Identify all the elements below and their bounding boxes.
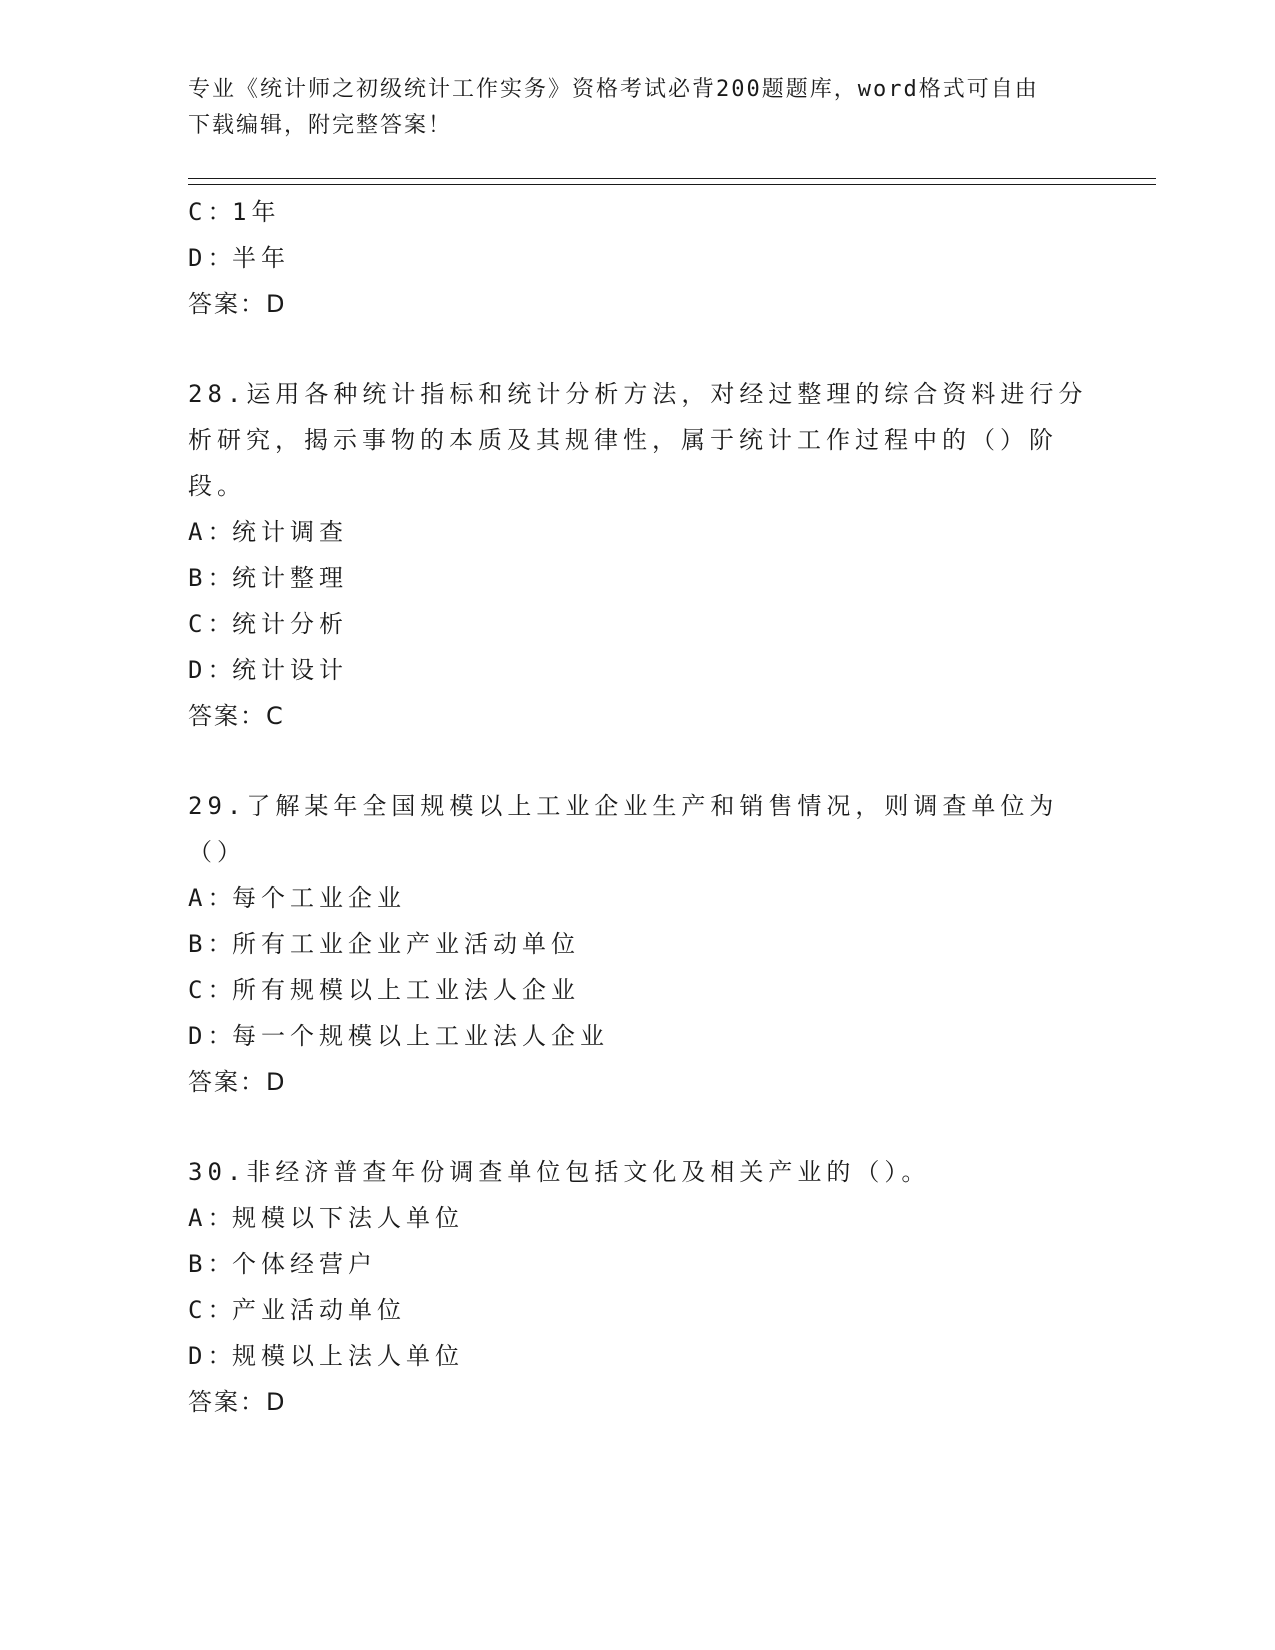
answer: 答案：D — [188, 1068, 287, 1096]
option-key: C： — [188, 976, 237, 1004]
option-text: 统计整理 — [232, 564, 348, 592]
option-text: 规模以下法人单位 — [232, 1204, 464, 1232]
question-27-tail — [188, 189, 1088, 327]
header-divider — [188, 178, 1156, 185]
option-d — [188, 1333, 1088, 1379]
option-text: 统计分析 — [232, 610, 348, 638]
option-text: 统计设计 — [232, 656, 348, 684]
option-b — [188, 921, 1088, 967]
option-a — [188, 509, 1088, 555]
option-key: D： — [188, 244, 237, 272]
option-c — [188, 601, 1088, 647]
option-key: A： — [188, 1204, 237, 1232]
option-key: D： — [188, 1022, 237, 1050]
option-key: D： — [188, 656, 237, 684]
answer: 答案：D — [188, 290, 287, 318]
question-30 — [188, 1149, 1088, 1425]
option-text: 半年 — [232, 244, 290, 272]
option-text: 每一个规模以上工业法人企业 — [232, 1022, 609, 1050]
option-text: 规模以上法人单位 — [232, 1342, 464, 1370]
question-text: 30.非经济普查年份调查单位包括文化及相关产业的（）。 — [188, 1158, 931, 1186]
option-a — [188, 1195, 1088, 1241]
option-key: A： — [188, 884, 237, 912]
option-b — [188, 1241, 1088, 1287]
option-text: 所有规模以上工业法人企业 — [232, 976, 580, 1004]
option-b — [188, 555, 1088, 601]
option-c — [188, 1287, 1088, 1333]
answer: 答案：C — [188, 702, 285, 730]
option-key: B： — [188, 564, 237, 592]
option-c — [188, 967, 1088, 1013]
header-line-2: 下载编辑，附完整答案！ — [188, 113, 453, 138]
question-29 — [188, 783, 1088, 1105]
option-key: C： — [188, 610, 237, 638]
question-list — [188, 189, 1088, 1425]
option-text: 统计调查 — [232, 518, 348, 546]
question-text: 29.了解某年全国规模以上工业企业生产和销售情况，则调查单位为（） — [188, 792, 1059, 866]
option-key: C： — [188, 198, 237, 226]
option-key: D： — [188, 1342, 237, 1370]
option-key: C： — [188, 1296, 237, 1324]
page-header — [188, 72, 1068, 144]
answer: 答案：D — [188, 1388, 287, 1416]
option-key: A： — [188, 518, 237, 546]
option-text: 个体经营户 — [232, 1250, 377, 1278]
option-text: 产业活动单位 — [232, 1296, 406, 1324]
option-d — [188, 235, 1088, 281]
header-line-1: 专业《统计师之初级统计工作实务》资格考试必背200题题库，word格式可自由 — [188, 77, 1039, 102]
option-key: B： — [188, 1250, 237, 1278]
option-c — [188, 189, 1088, 235]
option-d — [188, 647, 1088, 693]
option-text: 每个工业企业 — [232, 884, 406, 912]
option-a — [188, 875, 1088, 921]
option-d — [188, 1013, 1088, 1059]
option-text: 所有工业企业产业活动单位 — [232, 930, 580, 958]
question-28 — [188, 371, 1088, 739]
question-text: 28.运用各种统计指标和统计分析方法，对经过整理的综合资料进行分析研究，揭示事物的本质及其规律性，属于统计工作过程中的（）阶段。 — [188, 380, 1088, 500]
option-text: 1年 — [232, 198, 281, 226]
option-key: B： — [188, 930, 237, 958]
